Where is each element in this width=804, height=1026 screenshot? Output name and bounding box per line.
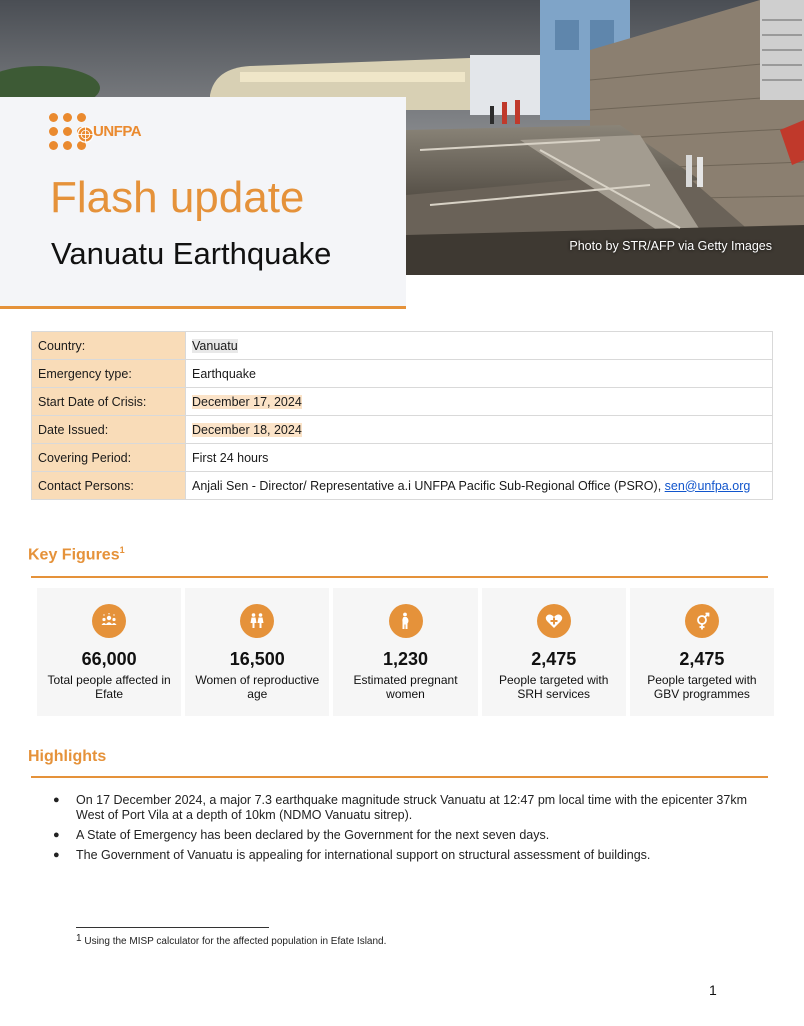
table-row xyxy=(32,388,773,416)
row-value xyxy=(186,388,773,416)
key-figure-card xyxy=(333,588,477,716)
contact-email-link[interactable]: sen@unfpa.org xyxy=(664,478,751,493)
footnote xyxy=(76,933,386,947)
page-number: 1 xyxy=(709,982,717,998)
footnote-ref[interactable]: 1 xyxy=(119,545,125,555)
figure-value: 16,500 xyxy=(229,649,285,669)
row-value: First 24 hours xyxy=(186,444,773,472)
title-card xyxy=(0,97,406,309)
unfpa-logo xyxy=(49,113,141,150)
table-row xyxy=(32,332,773,360)
key-figure-card xyxy=(630,588,774,716)
row-label: Date Issued: xyxy=(32,416,186,444)
figure-label: Total people affected in Efate xyxy=(47,673,171,701)
figure-label: Estimated pregnant women xyxy=(353,673,458,701)
key-figure-card xyxy=(37,588,181,716)
figure-value: 1,230 xyxy=(382,649,429,669)
women-icon xyxy=(240,604,274,638)
footnote-text: Using the MISP calculator for the affected population in Efate Island. xyxy=(84,936,387,947)
row-label: Start Date of Crisis: xyxy=(32,388,186,416)
row-label: Contact Persons: xyxy=(32,472,186,500)
figure-value: 2,475 xyxy=(679,649,725,669)
date-issued-value: December 18, 2024 xyxy=(192,422,302,437)
section-divider xyxy=(31,576,768,578)
list-item: ● The Government of Vanuatu is appealing for international support on structural assessment of buildings. xyxy=(53,848,773,863)
pregnant-woman-icon xyxy=(389,604,423,638)
highlights-heading: Highlights xyxy=(28,748,107,765)
highlights-list xyxy=(53,793,773,868)
row-value xyxy=(186,472,773,500)
country-value: Vanuatu xyxy=(192,338,238,353)
key-figures-heading: Key Figures$^1$ xyxy=(28,545,125,564)
logo-text: UNFPA xyxy=(93,123,142,140)
list-item: ● A State of Emergency has been declared by the Government for the next seven days. xyxy=(53,828,773,843)
footnote-number: 1 xyxy=(76,933,82,944)
figure-label: People targeted with GBV programmes xyxy=(647,673,757,701)
table-row xyxy=(32,444,773,472)
figure-label: Women of reproductive age xyxy=(195,673,320,701)
row-value xyxy=(186,332,773,360)
figure-value: 66,000 xyxy=(81,649,137,669)
row-value: Earthquake xyxy=(186,360,773,388)
people-group-icon xyxy=(92,604,126,638)
key-figure-card xyxy=(482,588,626,716)
footnote-divider xyxy=(76,927,269,928)
row-label: Emergency type: xyxy=(32,360,186,388)
table-row xyxy=(32,416,773,444)
section-divider xyxy=(31,776,768,778)
start-date-value: December 17, 2024 xyxy=(192,394,302,409)
row-value xyxy=(186,416,773,444)
table-row xyxy=(32,472,773,500)
key-figures-row xyxy=(37,588,774,716)
crisis-info-table xyxy=(31,331,773,500)
row-label: Country: xyxy=(32,332,186,360)
table-row xyxy=(32,360,773,388)
page-subtitle: Vanuatu Earthquake xyxy=(51,236,332,271)
gender-symbol-icon xyxy=(685,604,719,638)
page-title: Flash update xyxy=(50,173,305,222)
contact-text: Anjali Sen - Director/ Representative a.i UNFPA Pacific Sub-Regional Office (PSRO), xyxy=(192,478,665,493)
row-label: Covering Period: xyxy=(32,444,186,472)
photo-credit: Photo by STR/AFP via Getty Images xyxy=(569,239,772,253)
figure-label: People targeted with SRH services xyxy=(499,673,609,701)
un-globe-icon xyxy=(77,126,94,143)
figure-value: 2,475 xyxy=(531,649,577,669)
key-figure-card xyxy=(185,588,329,716)
heart-plus-icon xyxy=(537,604,571,638)
list-item: ● On 17 December 2024, a major 7.3 earthquake magnitude struck Vanuatu at 12:47 pm local time with the epicenter 37km West of Port Vila at a depth of 10km (NDMO Vanuatu sitrep). xyxy=(53,793,773,823)
